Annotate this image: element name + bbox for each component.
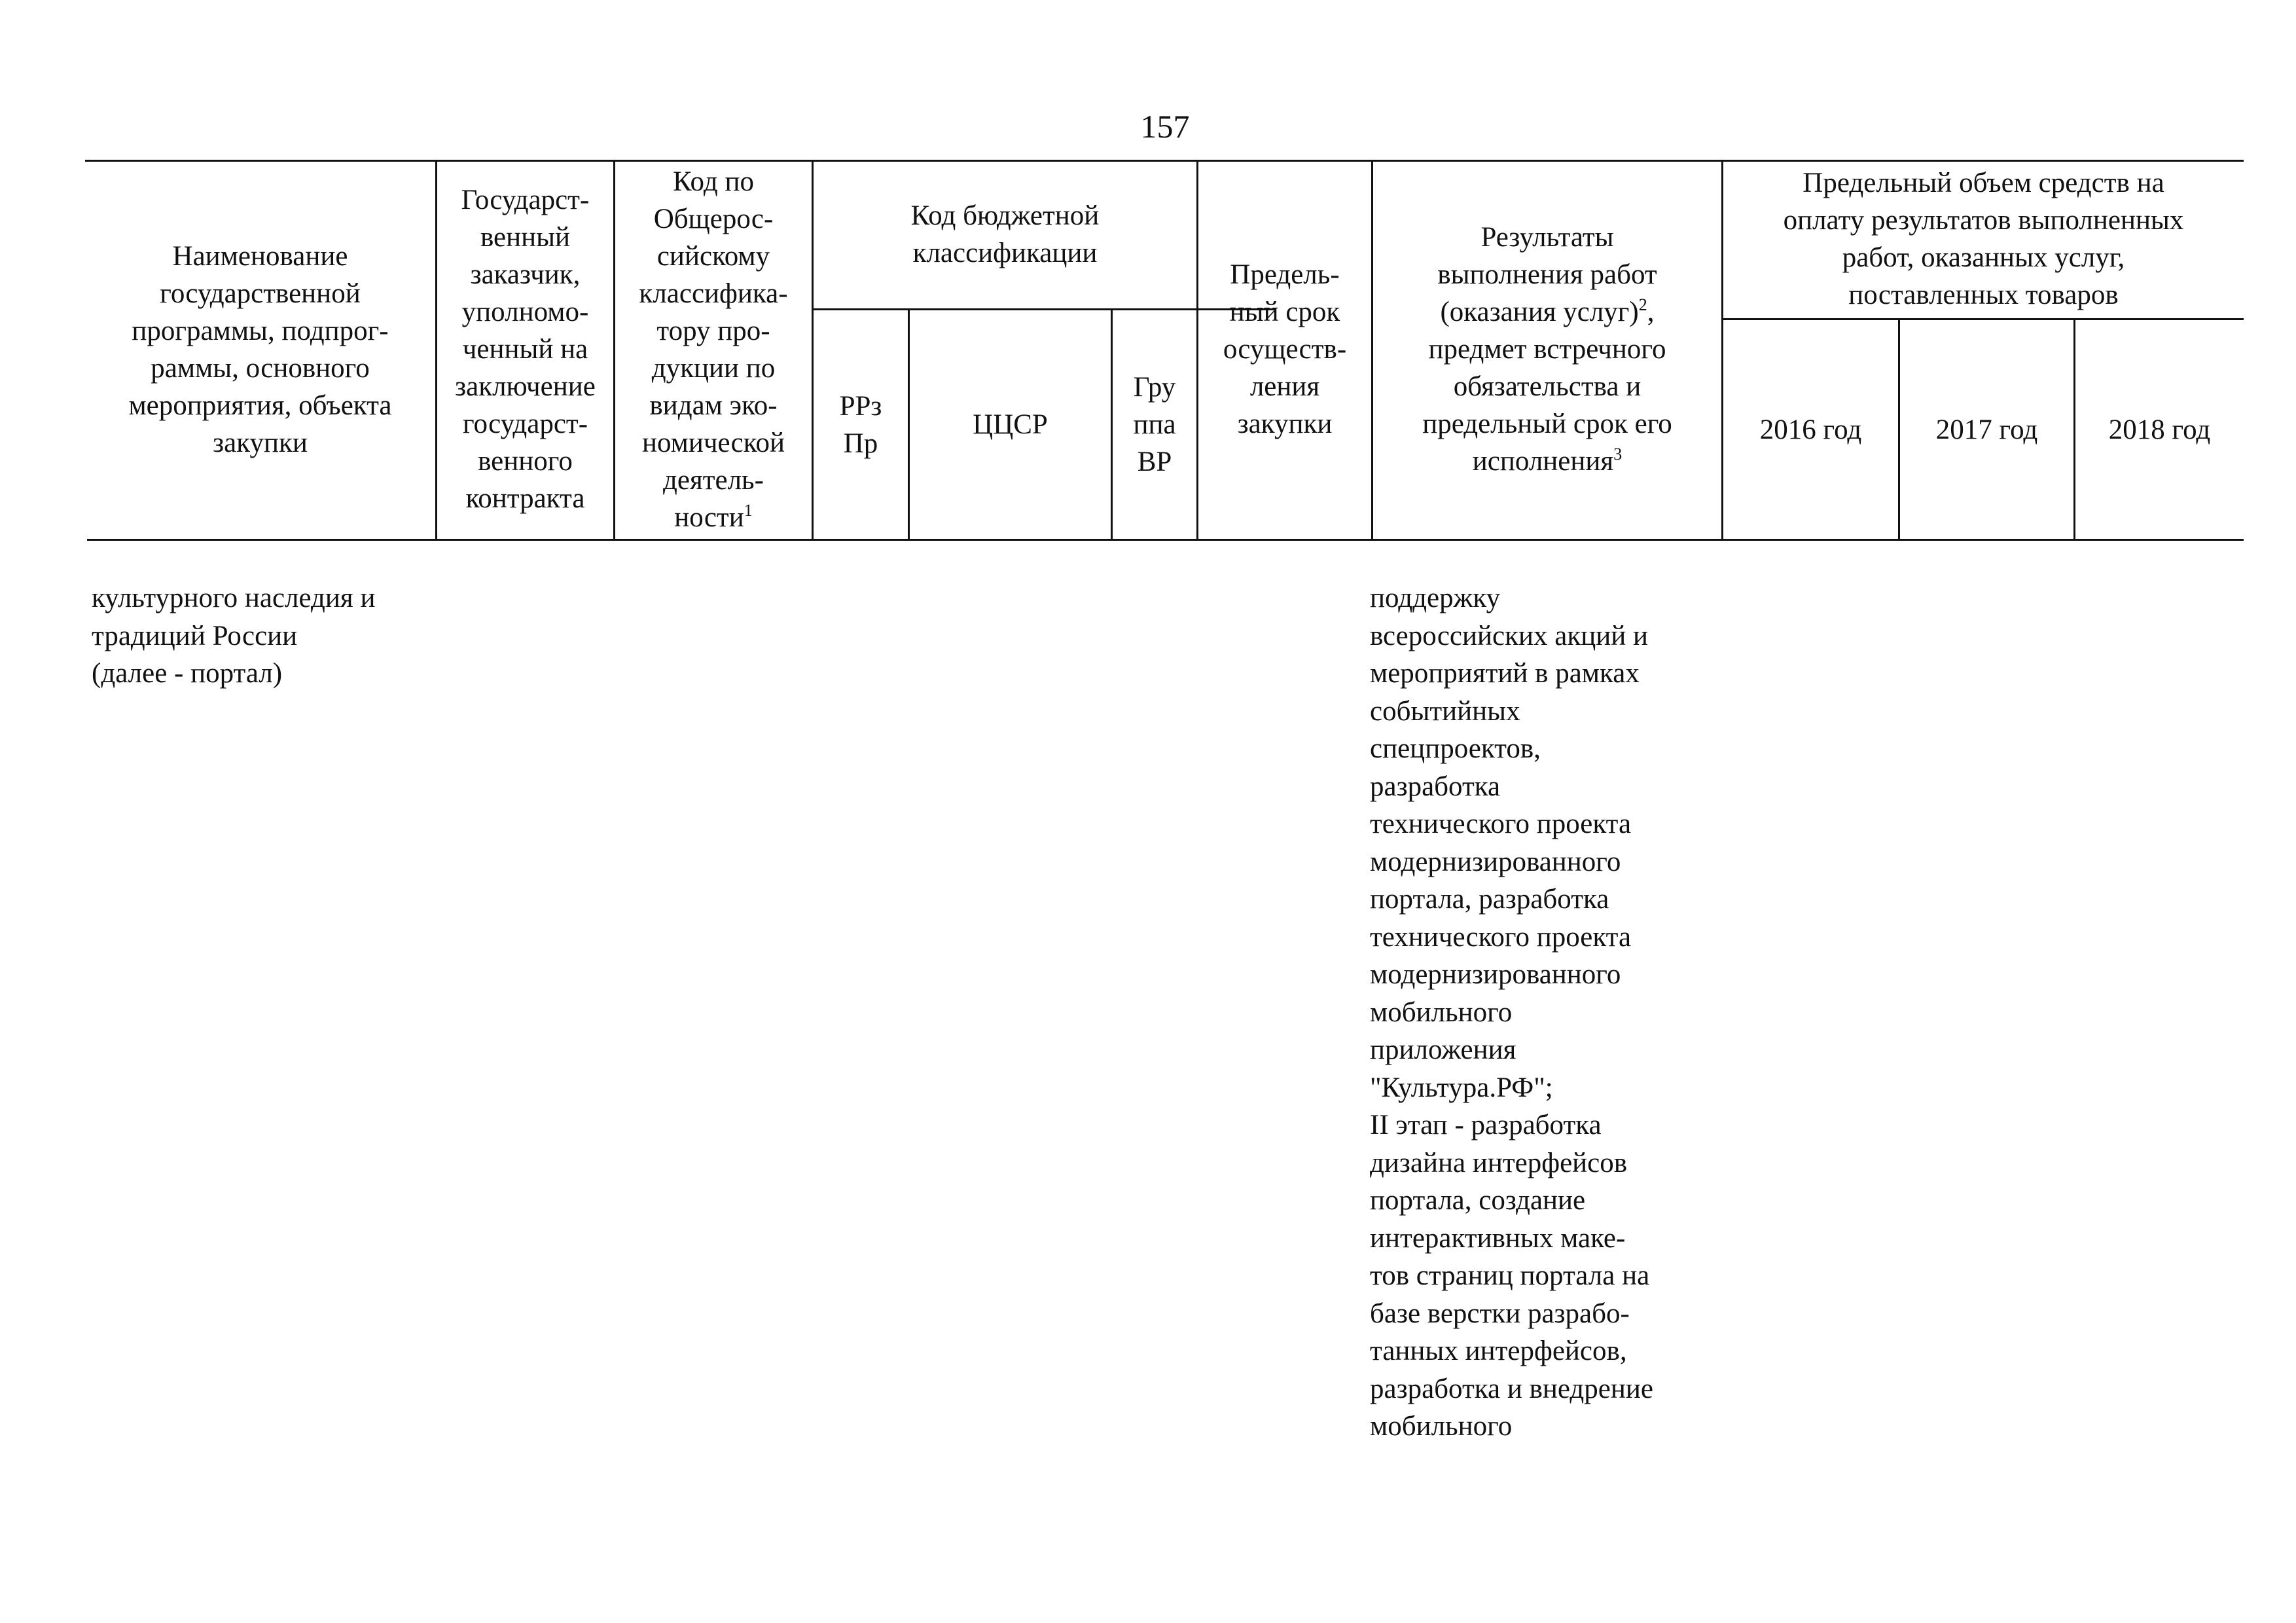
header-results-text-b: , предмет встречного обязательства и предельный срок его исполнения <box>1422 297 1672 477</box>
header-deadline: Предель- ный срок осуществ- ления закупки <box>1223 259 1347 439</box>
header-okpd <box>615 160 812 539</box>
header-vr: Гру ппа ВР <box>1133 372 1176 477</box>
row-name-text: культурного наследия и традиций России (далее - портал) <box>92 583 376 689</box>
header-limit: Предельный объем средств на оплату результатов выполненных работ, оказанных услуг, поставленных товаров <box>1783 168 2184 310</box>
footnote-3: 3 <box>1613 445 1623 464</box>
header-year-2018: 2018 год <box>2108 414 2211 445</box>
table-header <box>85 160 2244 541</box>
header-customer: Государст- венный заказчик, уполномо- ченный на заключение государст- венного контракта <box>455 185 596 514</box>
header-budget-code: Код бюджетной классификации <box>910 200 1100 268</box>
footnote-1: 1 <box>744 500 753 520</box>
header-csr: ЦЦСР <box>973 409 1048 440</box>
page-number: 157 <box>1140 108 1190 145</box>
header-okpd-text: Код по Общерос- сийскому классифика- тору про- дукции по видам эко- номической деятель- ности <box>639 166 788 533</box>
header-year-2016: 2016 год <box>1759 414 1862 445</box>
header-name: Наименование государственной программы, подпрог- раммы, основного мероприятия, объекта закупки <box>128 240 392 458</box>
header-year-2017: 2017 год <box>1935 414 2038 445</box>
header-results-text-a: Результаты выполнения работ (оказания услуг) <box>1437 222 1657 327</box>
row-results-text: поддержку всероссийских акций и мероприятий в рамках событийных спецпроектов, разработка технического проекта модернизированного портала, разработка технического проекта модернизированного мобильного приложения "Культура.РФ"; II этап - разработка дизайна интерфейсов портала, создание интерактивных маке- тов страниц портала на базе верстки разрабо- танных интерфейсов, разработка и внедрение мобильного <box>1370 583 1654 1442</box>
header-results <box>1373 160 1721 539</box>
footnote-2: 2 <box>1638 295 1647 314</box>
header-rzpr: РРз Пр <box>839 390 882 459</box>
header-bottom-border <box>87 539 2244 541</box>
